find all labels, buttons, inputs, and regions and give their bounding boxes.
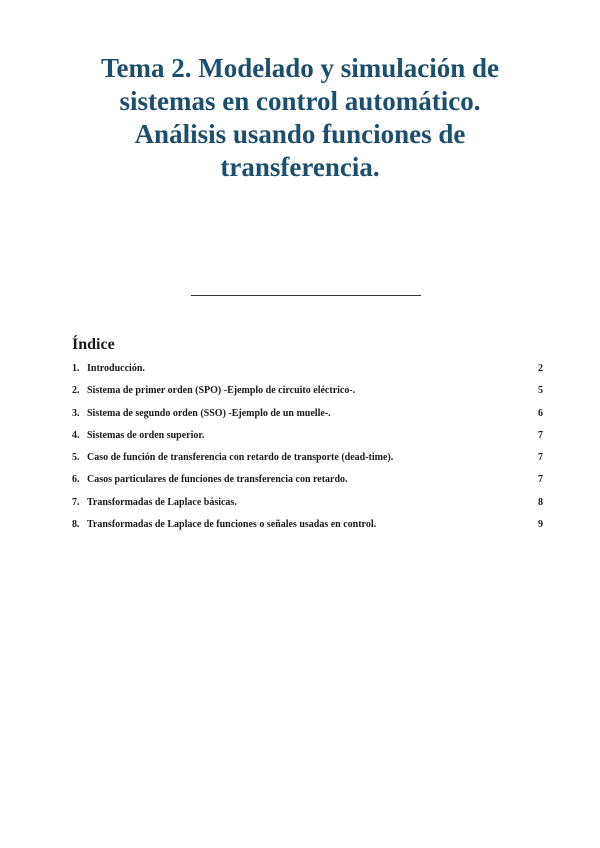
toc-entry[interactable] <box>72 362 543 384</box>
toc-entry-label[interactable]: Caso de función de transferencia con retardo de transporte (dead-time). <box>87 452 394 464</box>
toc-heading: Índice <box>72 336 115 353</box>
toc-entry[interactable] <box>72 451 543 473</box>
toc-entry[interactable] <box>72 496 543 518</box>
toc-entry-page[interactable]: 6 <box>538 407 543 419</box>
toc-entry-page[interactable]: 2 <box>538 363 543 374</box>
title-line-1: Tema 2. Modelado y simulación de <box>100 53 500 83</box>
toc-entry-label[interactable]: Introducción. <box>87 363 145 374</box>
toc-entry-label[interactable]: Transformadas de Laplace de funciones o señales usadas en control. <box>87 519 377 531</box>
toc-entry[interactable] <box>72 407 543 429</box>
toc-entry-label[interactable]: Transformadas de Laplace básicas. <box>87 496 237 508</box>
toc-entry-number: 3. <box>72 407 80 419</box>
toc-entry-label[interactable]: Sistema de primer orden (SPO) -Ejemplo de circuito eléctrico-. <box>87 385 356 397</box>
toc-entry[interactable] <box>72 384 543 406</box>
toc-entry-label[interactable]: Sistema de segundo orden (SSO) -Ejemplo de un muelle-. <box>87 407 331 419</box>
title-line-3: Análisis usando funciones de <box>134 119 466 149</box>
toc-entry-label[interactable]: Sistemas de orden superior. <box>87 429 205 441</box>
toc-entry-page[interactable]: 7 <box>538 429 543 441</box>
toc-entry-page[interactable]: 7 <box>538 474 543 486</box>
toc-entry-number: 1. <box>72 363 80 374</box>
toc-entry-number: 4. <box>72 429 80 441</box>
title-line-4: transferencia. <box>220 152 380 182</box>
table-of-contents <box>72 362 543 540</box>
title-line-2: sistemas en control automático. <box>119 86 481 116</box>
toc-entry-number: 5. <box>72 452 80 464</box>
toc-entry-number: 2. <box>72 385 80 397</box>
toc-entry-number: 7. <box>72 496 80 508</box>
toc-entry[interactable] <box>72 518 543 540</box>
toc-entry[interactable] <box>72 429 543 451</box>
document-title <box>60 52 540 184</box>
toc-entry-number: 8. <box>72 519 80 531</box>
toc-entry-page[interactable]: 9 <box>538 519 543 531</box>
title-divider <box>191 295 421 296</box>
toc-entry-number: 6. <box>72 474 80 486</box>
toc-entry-page[interactable]: 7 <box>538 452 543 464</box>
toc-entry-label[interactable]: Casos particulares de funciones de transferencia con retardo. <box>87 474 348 486</box>
toc-entry-page[interactable]: 5 <box>538 385 543 397</box>
toc-entry[interactable] <box>72 473 543 495</box>
toc-entry-page[interactable]: 8 <box>538 496 543 508</box>
